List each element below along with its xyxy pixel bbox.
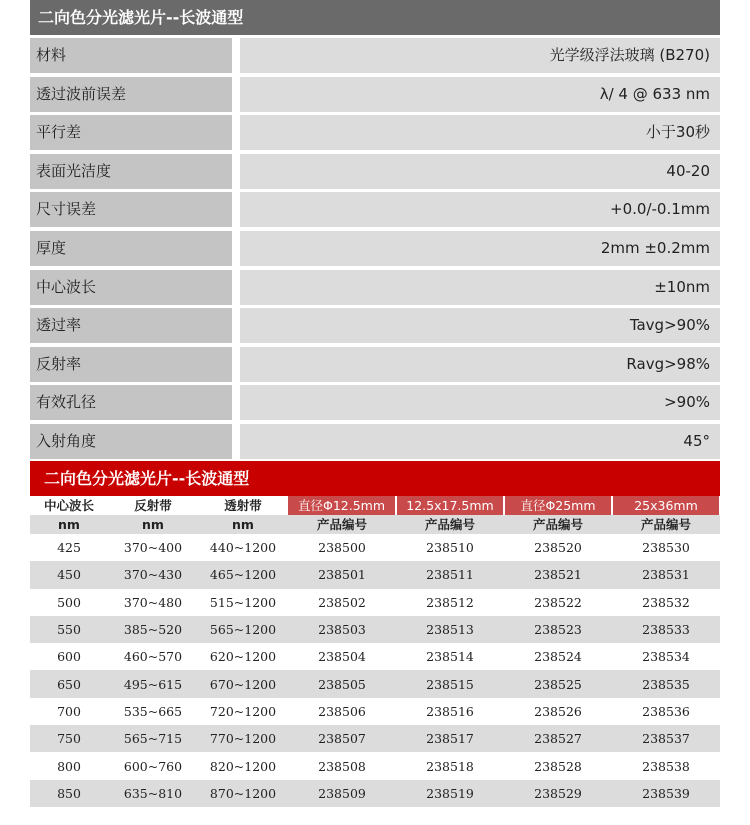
unit-nm: nm: [30, 515, 108, 534]
table-cell: 238506: [288, 698, 396, 725]
spec-row: [30, 347, 720, 382]
table-header-row-2: [30, 515, 720, 534]
spec-list: [30, 38, 720, 459]
spec-row: [30, 385, 720, 420]
table-cell: 238531: [612, 561, 720, 588]
table-row: [30, 752, 720, 779]
spec-value: >90%: [240, 385, 720, 420]
table-row: [30, 561, 720, 588]
table-cell: 238534: [612, 643, 720, 670]
unit-nm: nm: [108, 515, 198, 534]
table-row: [30, 725, 720, 752]
product-number-label: 产品编号: [504, 515, 612, 534]
spec-label: 有效孔径: [30, 385, 232, 420]
spec-value: 40-20: [240, 154, 720, 189]
table-cell: 770~1200: [198, 725, 288, 752]
spec-label: 透过率: [30, 308, 232, 343]
spec-value: 光学级浮法玻璃 (B270): [240, 38, 720, 73]
table-cell: 500: [30, 589, 108, 616]
spec-title: 二向色分光滤光片--长波通型: [30, 0, 720, 35]
spec-label: 材料: [30, 38, 232, 73]
table-cell: 550: [30, 616, 108, 643]
table-cell: 238516: [396, 698, 504, 725]
col-center-wavelength: 中心波长: [30, 496, 108, 515]
table-row: [30, 616, 720, 643]
table-cell: 238502: [288, 589, 396, 616]
table-row: [30, 698, 720, 725]
spec-row: [30, 424, 720, 459]
table-cell: 238526: [504, 698, 612, 725]
spec-row: [30, 308, 720, 343]
table-cell: 238503: [288, 616, 396, 643]
spec-value: Tavg>90%: [240, 308, 720, 343]
table-cell: 238508: [288, 752, 396, 779]
product-number-label: 产品编号: [396, 515, 504, 534]
col-reflect-band: 反射带: [108, 496, 198, 515]
spec-value: ±10nm: [240, 270, 720, 305]
spec-label: 透过波前误差: [30, 77, 232, 112]
table-cell: 238520: [504, 534, 612, 561]
spec-value: +0.0/-0.1mm: [240, 192, 720, 227]
table-cell: 870~1200: [198, 780, 288, 807]
spec-label: 表面光洁度: [30, 154, 232, 189]
table-cell: 238514: [396, 643, 504, 670]
table-cell: 465~1200: [198, 561, 288, 588]
table-cell: 238519: [396, 780, 504, 807]
table-cell: 238510: [396, 534, 504, 561]
table-cell: 238500: [288, 534, 396, 561]
table-cell: 238532: [612, 589, 720, 616]
table-cell: 238530: [612, 534, 720, 561]
spec-section: [30, 0, 720, 463]
table-cell: 460~570: [108, 643, 198, 670]
table-cell: 495~615: [108, 670, 198, 697]
table-cell: 238504: [288, 643, 396, 670]
table-cell: 238512: [396, 589, 504, 616]
spec-row: [30, 231, 720, 266]
table-cell: 565~1200: [198, 616, 288, 643]
table-cell: 238515: [396, 670, 504, 697]
table-cell: 238524: [504, 643, 612, 670]
spec-row: [30, 154, 720, 189]
table-body: [30, 534, 720, 807]
spec-value: 45°: [240, 424, 720, 459]
table-cell: 515~1200: [198, 589, 288, 616]
table-cell: 720~1200: [198, 698, 288, 725]
table-cell: 425: [30, 534, 108, 561]
spec-label: 厚度: [30, 231, 232, 266]
table-cell: 370~400: [108, 534, 198, 561]
col-transmit-band: 透射带: [198, 496, 288, 515]
table-cell: 535~665: [108, 698, 198, 725]
table-row: [30, 534, 720, 561]
table-cell: 750: [30, 725, 108, 752]
table-cell: 565~715: [108, 725, 198, 752]
table-cell: 238507: [288, 725, 396, 752]
table-cell: 238536: [612, 698, 720, 725]
col-dia-12-5: 直径Φ12.5mm: [288, 496, 396, 515]
table-cell: 820~1200: [198, 752, 288, 779]
table-cell: 600: [30, 643, 108, 670]
table-cell: 238509: [288, 780, 396, 807]
table-cell: 238517: [396, 725, 504, 752]
table-cell: 370~480: [108, 589, 198, 616]
table-cell: 238528: [504, 752, 612, 779]
table-cell: 238538: [612, 752, 720, 779]
spec-row: [30, 270, 720, 305]
table-cell: 800: [30, 752, 108, 779]
table-cell: 238529: [504, 780, 612, 807]
table-cell: 238527: [504, 725, 612, 752]
table-cell: 440~1200: [198, 534, 288, 561]
table-row: [30, 670, 720, 697]
table-cell: 600~760: [108, 752, 198, 779]
table-cell: 370~430: [108, 561, 198, 588]
table-cell: 238521: [504, 561, 612, 588]
table-cell: 238533: [612, 616, 720, 643]
table-cell: 238539: [612, 780, 720, 807]
spec-value: 2mm ±0.2mm: [240, 231, 720, 266]
table-header-row-1: [30, 496, 720, 515]
table-cell: 238511: [396, 561, 504, 588]
table-cell: 850: [30, 780, 108, 807]
spec-label: 平行差: [30, 115, 232, 150]
table-row: [30, 589, 720, 616]
table-cell: 238535: [612, 670, 720, 697]
col-25x36: 25x36mm: [612, 496, 720, 515]
table-cell: 238505: [288, 670, 396, 697]
table-cell: 238537: [612, 725, 720, 752]
table-row: [30, 643, 720, 670]
unit-nm: nm: [198, 515, 288, 534]
spec-row: [30, 38, 720, 73]
table-row: [30, 780, 720, 807]
product-table: [30, 496, 721, 807]
product-number-label: 产品编号: [288, 515, 396, 534]
spec-row: [30, 115, 720, 150]
table-cell: 238522: [504, 589, 612, 616]
col-dia-25: 直径Φ25mm: [504, 496, 612, 515]
col-12-5x17-5: 12.5x17.5mm: [396, 496, 504, 515]
table-cell: 620~1200: [198, 643, 288, 670]
table-cell: 238501: [288, 561, 396, 588]
table-cell: 385~520: [108, 616, 198, 643]
table-cell: 450: [30, 561, 108, 588]
table-cell: 238518: [396, 752, 504, 779]
table-cell: 670~1200: [198, 670, 288, 697]
table-cell: 635~810: [108, 780, 198, 807]
spec-label: 中心波长: [30, 270, 232, 305]
spec-row: [30, 77, 720, 112]
spec-label: 入射角度: [30, 424, 232, 459]
product-table-title: 二向色分光滤光片--长波通型: [30, 461, 720, 496]
spec-value: Ravg>98%: [240, 347, 720, 382]
product-number-label: 产品编号: [612, 515, 720, 534]
spec-value: 小于30秒: [240, 115, 720, 150]
spec-row: [30, 192, 720, 227]
table-cell: 238523: [504, 616, 612, 643]
table-cell: 700: [30, 698, 108, 725]
spec-label: 尺寸误差: [30, 192, 232, 227]
table-cell: 650: [30, 670, 108, 697]
spec-label: 反射率: [30, 347, 232, 382]
table-cell: 238525: [504, 670, 612, 697]
table-cell: 238513: [396, 616, 504, 643]
spec-value: λ/ 4 @ 633 nm: [240, 77, 720, 112]
